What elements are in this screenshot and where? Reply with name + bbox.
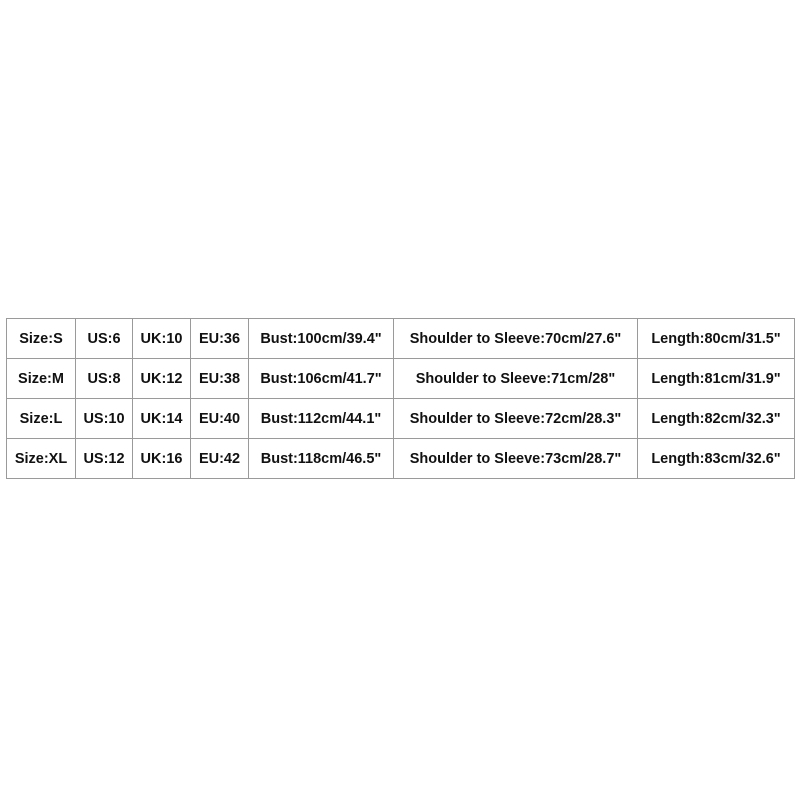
size-cell: Size:L	[7, 399, 76, 439]
length-cell: Length:83cm/32.6"	[638, 439, 795, 479]
eu-size-cell: EU:40	[191, 399, 249, 439]
size-row-s	[7, 319, 795, 359]
shoulder-to-sleeve-cell: Shoulder to Sleeve:71cm/28"	[394, 359, 638, 399]
us-size-cell: US:12	[76, 439, 133, 479]
us-size-cell: US:8	[76, 359, 133, 399]
eu-size-cell: EU:42	[191, 439, 249, 479]
size-cell: Size:S	[7, 319, 76, 359]
bust-cell: Bust:118cm/46.5"	[249, 439, 394, 479]
eu-size-cell: EU:36	[191, 319, 249, 359]
shoulder-to-sleeve-cell: Shoulder to Sleeve:73cm/28.7"	[394, 439, 638, 479]
size-cell: Size:XL	[7, 439, 76, 479]
length-cell: Length:81cm/31.9"	[638, 359, 795, 399]
us-size-cell: US:10	[76, 399, 133, 439]
size-cell: Size:M	[7, 359, 76, 399]
eu-size-cell: EU:38	[191, 359, 249, 399]
shoulder-to-sleeve-cell: Shoulder to Sleeve:70cm/27.6"	[394, 319, 638, 359]
size-row-xl	[7, 439, 795, 479]
length-cell: Length:82cm/32.3"	[638, 399, 795, 439]
bust-cell: Bust:112cm/44.1"	[249, 399, 394, 439]
length-cell: Length:80cm/31.5"	[638, 319, 795, 359]
uk-size-cell: UK:16	[133, 439, 191, 479]
size-chart-table	[6, 318, 795, 479]
uk-size-cell: UK:12	[133, 359, 191, 399]
shoulder-to-sleeve-cell: Shoulder to Sleeve:72cm/28.3"	[394, 399, 638, 439]
uk-size-cell: UK:10	[133, 319, 191, 359]
us-size-cell: US:6	[76, 319, 133, 359]
bust-cell: Bust:106cm/41.7"	[249, 359, 394, 399]
size-row-m	[7, 359, 795, 399]
uk-size-cell: UK:14	[133, 399, 191, 439]
bust-cell: Bust:100cm/39.4"	[249, 319, 394, 359]
size-row-l	[7, 399, 795, 439]
